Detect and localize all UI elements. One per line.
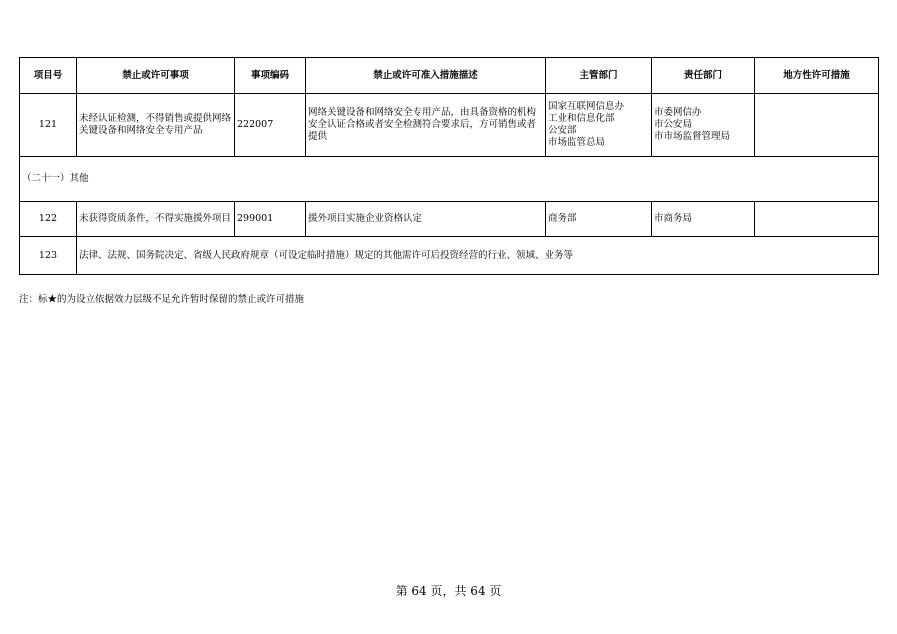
row-number: 123 bbox=[20, 237, 77, 275]
header-local-measure: 地方性许可措施 bbox=[755, 58, 879, 94]
header-matter: 禁止或许可事项 bbox=[77, 58, 235, 94]
header-competent-dept: 主管部门 bbox=[546, 58, 652, 94]
dept-line: 国家互联网信息办 bbox=[548, 101, 625, 112]
page-number-footer: 第 64 页，共 64 页 bbox=[395, 584, 502, 598]
header-description: 禁止或许可准入措施描述 bbox=[306, 58, 546, 94]
dept-line: 公安部 bbox=[548, 125, 577, 136]
category-label: （二十一）其他 bbox=[20, 157, 879, 202]
dept-line: 市场监管总局 bbox=[548, 137, 606, 148]
header-item-number: 项目号 bbox=[20, 58, 77, 94]
row-description: 网络关键设备和网络安全专用产品，由具备资格的机构安全认证合格或者安全检测符合要求后，方可销售或者提供 bbox=[306, 94, 546, 157]
row-competent-dept: 商务部 bbox=[546, 202, 652, 237]
table-row bbox=[20, 237, 879, 275]
row-description: 援外项目实施企业资格认定 bbox=[306, 202, 546, 237]
category-row bbox=[20, 157, 879, 202]
resp-line: 市公安局 bbox=[654, 119, 693, 130]
row-local-measure bbox=[755, 202, 879, 237]
row-responsible-dept: 市商务局 bbox=[652, 202, 755, 237]
measures-table bbox=[19, 57, 879, 275]
row-number: 121 bbox=[20, 94, 77, 157]
row-code: 222007 bbox=[235, 94, 306, 157]
row-number: 122 bbox=[20, 202, 77, 237]
dept-line: 工业和信息化部 bbox=[548, 113, 615, 124]
table-row bbox=[20, 202, 879, 237]
row-code: 299001 bbox=[235, 202, 306, 237]
row-matter: 未经认证检测，不得销售或提供网络关键设备和网络安全专用产品 bbox=[77, 94, 235, 157]
table-row bbox=[20, 94, 879, 157]
resp-line: 市市场监督管理局 bbox=[654, 131, 731, 142]
table-header-row bbox=[20, 58, 879, 94]
row-local-measure bbox=[755, 94, 879, 157]
row-merged-text: 法律、法规、国务院决定、省级人民政府规章（可设定临时措施）规定的其他需许可后投资经营的行业、领域、业务等 bbox=[77, 237, 879, 275]
resp-line: 市委网信办 bbox=[654, 107, 702, 118]
header-responsible-dept: 责任部门 bbox=[652, 58, 755, 94]
table-note: 注：标★的为设立依据效力层级不足允许暂时保留的禁止或许可措施 bbox=[19, 294, 305, 305]
row-matter: 未获得资质条件，不得实施援外项目 bbox=[77, 202, 235, 237]
row-competent-dept bbox=[546, 94, 652, 157]
header-code: 事项编码 bbox=[235, 58, 306, 94]
row-responsible-dept bbox=[652, 94, 755, 157]
